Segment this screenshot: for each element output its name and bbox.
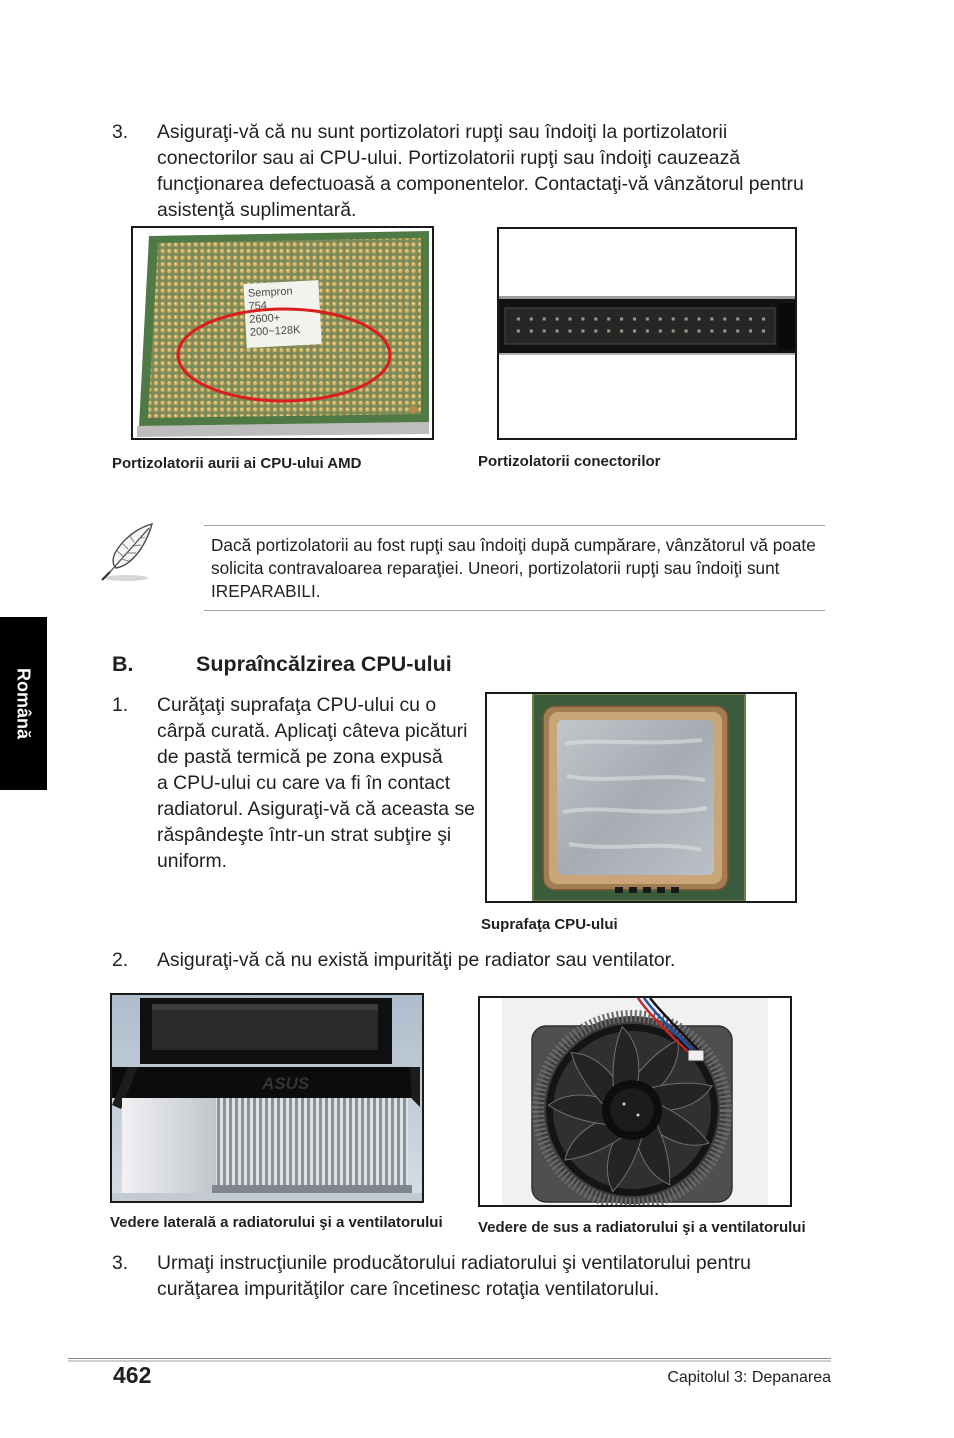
step-a3-line: Asiguraţi-vă că nu sunt portizolatori rupţi sau îndoiţi la portizolatorii [157, 121, 728, 143]
connector-pin-rows [509, 314, 771, 338]
cpu-corner-mark [409, 406, 417, 414]
figure-top-view [478, 996, 792, 1207]
heatsink-base-block [122, 1098, 220, 1193]
section-b-letter: B. [112, 652, 134, 676]
fan-hub-cap [610, 1088, 654, 1132]
step-a3-line: conectorilor sau ai CPU-ului. Portizolatorii rupţi sau îndoiţi cauzează [157, 147, 741, 169]
step-b1-line: cârpă curată. Aplicaţi câteva picături [157, 720, 468, 742]
step-b1-line: a CPU-ului cu care va fi în contact [157, 772, 451, 794]
connector-pins-photo [499, 229, 795, 438]
chip-label-line: Sempron [247, 285, 293, 300]
smd-component [615, 887, 623, 893]
table-surface [112, 1193, 422, 1201]
fan-housing-highlight [152, 1004, 378, 1010]
step-b1-line: uniform. [157, 850, 228, 872]
feather-shaft [110, 528, 149, 572]
section-b-title: Supraîncălzirea CPU-ului [196, 652, 452, 676]
cpu-pins-photo [133, 228, 432, 438]
note-text [211, 534, 816, 603]
connector-bottom-edge [499, 353, 795, 355]
smd-component [629, 887, 637, 893]
chip-label-line: 200~128K [249, 324, 301, 339]
step-a3-line: asistenţă suplimentară. [157, 199, 357, 221]
step-b1-line: răspândeşte într-un strat subţire şi [157, 824, 452, 846]
note-line: solicita contravaloarea reparaţiei. Uneori, portizolatorii rupţi sau îndoiţi sunt [211, 558, 780, 578]
step-a3-number: 3. [112, 121, 129, 143]
step-a3-text [157, 119, 804, 223]
connector-top-edge [499, 296, 795, 299]
side-tab-label: Română [13, 667, 34, 739]
figure-cpu-surface [485, 692, 797, 903]
fan-connector [688, 1050, 704, 1061]
step-b2-number: 2. [112, 949, 129, 971]
heatsink-side-photo [112, 995, 422, 1201]
caption-cpu-surface: Suprafaţa CPU-ului [481, 916, 618, 933]
chapter-title: Capitolul 3: Depanarea [667, 1369, 831, 1386]
language-side-tab [0, 617, 47, 790]
step-b1-line: Curăţaţi suprafaţa CPU-ului cu o [157, 694, 437, 716]
smd-component [643, 887, 651, 893]
smd-component [671, 887, 679, 893]
step-a3-line: funcţionarea defectuoasă a componentelor. Contactaţi-vă vânzătorul pentru [157, 173, 804, 195]
asus-logo: ASUS [262, 1074, 310, 1093]
figure-cpu-pins [131, 226, 434, 440]
figure-side-view [110, 993, 424, 1203]
cpu-surface-photo [487, 694, 795, 901]
note-line: Dacă portizolatorii au fost rupţi sau îndoiţi după cumpărare, vânzătorul vă poate [211, 535, 816, 555]
step-b2-text: Asiguraţi-vă că nu există impurităţi pe radiator sau ventilator. [157, 949, 676, 971]
hub-label-dot [623, 1103, 626, 1106]
caption-connector-pins: Portizolatorii conectorilor [478, 453, 661, 470]
chip-label-line: 2600+ [248, 312, 281, 326]
note-line: IREPARABILI. [211, 581, 321, 601]
feather-pen-icon [98, 521, 158, 588]
page-number: 462 [113, 1362, 152, 1388]
step-b1-line: radiatorul. Asiguraţi-vă că aceasta se [157, 798, 475, 820]
step-b1-text [157, 692, 475, 874]
step-b3-number: 3. [112, 1252, 129, 1274]
caption-top-view: Vedere de sus a radiatorului şi a ventilatorului [478, 1219, 806, 1236]
heatsink-base-plate [212, 1185, 412, 1193]
connector-end [778, 303, 795, 349]
feather-pen-graphic [98, 521, 158, 583]
fan-housing-opening [152, 1004, 378, 1050]
step-b3-line: curăţarea impurităţilor care încetinesc rotaţia ventilatorului. [157, 1278, 660, 1300]
cpu-chip-sticker [243, 280, 321, 348]
caption-side-view: Vedere laterală a radiatorului şi a ventilatorului [110, 1214, 443, 1231]
caption-cpu-pins: Portizolatorii aurii ai CPU-ului AMD [112, 455, 362, 472]
heatsink-fins [216, 1098, 408, 1187]
fan-top-photo [480, 998, 790, 1205]
icon-shadow [104, 575, 148, 581]
step-b3-text [157, 1250, 751, 1302]
smd-component [657, 887, 665, 893]
chip-label-line: 754 [248, 299, 268, 313]
step-b1-number: 1. [112, 694, 129, 716]
figure-connector-pins [497, 227, 797, 440]
step-b1-line: de pastă termică pe zona expusă [157, 746, 443, 768]
footer-rule [68, 1358, 831, 1362]
hub-label-dot [637, 1114, 640, 1117]
step-b3-line: Urmaţi instrucţiunile producătorului radiatorului şi ventilatorului pentru [157, 1252, 751, 1274]
